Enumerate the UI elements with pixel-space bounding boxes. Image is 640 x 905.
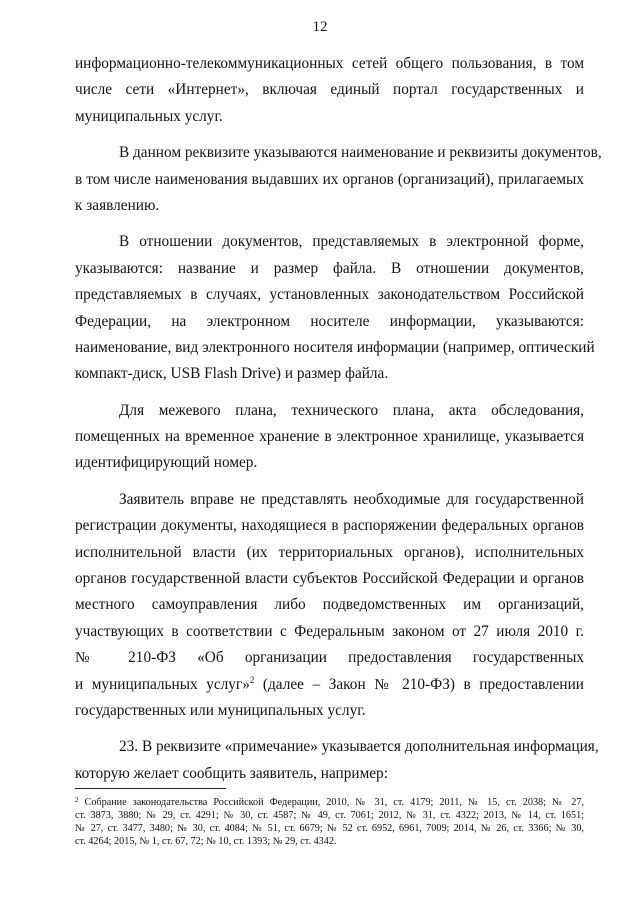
text-line bbox=[75, 734, 599, 760]
footnote-line bbox=[75, 797, 584, 810]
text-line bbox=[75, 450, 584, 476]
text-line-content: в том числе наименования выдавших их органов (организаций), прилагаемых bbox=[75, 170, 584, 188]
footnote-text: Собрание законодательства Российской Федерации, 2010, № 31, ст. 4179; 2011, № 15, ст. 2038; № 27, bbox=[78, 797, 584, 808]
text-line bbox=[75, 229, 584, 255]
text-line-content: муниципальных услуг. bbox=[75, 107, 223, 125]
text-line bbox=[75, 672, 584, 698]
text-line bbox=[75, 698, 584, 724]
paragraph-gap bbox=[75, 724, 584, 734]
text-line-content: № 210-ФЗ «Об организации предоставления государственных bbox=[75, 649, 584, 667]
footnote-text: ст. 4264; 2015, № 1, ст. 67, 72; № 10, ст. 1393; № 29, ст. 4342. bbox=[75, 835, 337, 847]
text-line bbox=[75, 77, 584, 103]
text-line-content: государственных или муниципальных услуг. bbox=[75, 701, 366, 719]
footnote-line bbox=[75, 836, 584, 849]
text-line bbox=[75, 645, 584, 671]
text-line-content: информационно-телекоммуникационных сетей общего пользования, в том bbox=[75, 55, 584, 72]
text-line-content: участвующих в соответствии с Федеральным законом от 27 июля 2010 г. bbox=[75, 622, 584, 640]
text-line-content: идентифицирующий номер. bbox=[75, 454, 258, 472]
text-line bbox=[75, 513, 584, 539]
paragraph bbox=[75, 229, 595, 387]
paragraph bbox=[75, 734, 599, 787]
text-line-content: Федерации, на электронном носителе информации, указываются: bbox=[75, 312, 584, 330]
page-number: 12 bbox=[312, 19, 328, 35]
paragraph bbox=[75, 140, 602, 219]
text-line bbox=[75, 361, 584, 387]
text-line-content: помещенных на временное хранение в электронное хранилище, указывается bbox=[75, 428, 584, 446]
text-line bbox=[75, 282, 584, 308]
paragraph bbox=[75, 398, 584, 477]
text-line-content: В отношении документов, представляемых в электронной форме, bbox=[119, 233, 584, 251]
text-line bbox=[75, 309, 584, 335]
paragraph-gap bbox=[75, 388, 584, 398]
paragraph bbox=[75, 487, 584, 725]
text-line bbox=[75, 540, 584, 566]
paragraph-gap bbox=[75, 477, 584, 487]
text-line-content: местного самоуправления либо подведомственных им организаций, bbox=[75, 596, 584, 614]
text-line-content: указываются: название и размер файла. В отношении документов, bbox=[75, 259, 584, 277]
text-line-content: наименование, вид электронного носителя информации (например, оптический bbox=[75, 338, 595, 356]
footnote-mark: 2 bbox=[75, 796, 79, 804]
footnote-text: № 27, ст. 3477, 3480; № 30, ст. 4084; № 51, ст. 6679; № 52 ст. 6952, 6961, 7009; 2014, № 26, ст. 3366; № 30, bbox=[75, 822, 584, 834]
text-line-content: числе сети «Интернет», включая единый портал государственных и bbox=[75, 81, 584, 99]
paragraph-gap bbox=[75, 219, 584, 229]
text-line bbox=[75, 51, 584, 77]
text-line bbox=[75, 193, 584, 219]
text-line-content: регистрации документы, находящиеся в распоряжении федеральных органов bbox=[75, 517, 584, 535]
text-line-content: исполнительной власти (их территориальных органов), исполнительных bbox=[75, 543, 584, 561]
footnote-divider bbox=[75, 788, 226, 789]
paragraph bbox=[75, 51, 584, 130]
document-body bbox=[75, 51, 602, 787]
text-line bbox=[75, 566, 584, 592]
text-line bbox=[75, 104, 584, 130]
text-line bbox=[75, 398, 584, 424]
text-line-content: В данном реквизите указываются наименование и реквизиты документов, bbox=[119, 144, 602, 162]
text-line bbox=[75, 335, 595, 361]
text-line bbox=[75, 592, 584, 618]
text-line-continuation: (далее – Закон № 210-ФЗ) в предоставлении bbox=[254, 675, 584, 693]
footnote-text: ст. 3873, 3880; № 29, ст. 4291; № 30, ст. 4587; № 49, ст. 7061; 2012, № 31, ст. 4322; 2013, № 14, ст. 1651; bbox=[75, 809, 584, 821]
text-line-content: органов государственной власти субъектов Российской Федерации и органов bbox=[75, 570, 584, 588]
text-line bbox=[75, 619, 584, 645]
text-line bbox=[75, 761, 584, 787]
text-line-content: компакт-диск, USB Flash Drive) и размер файла. bbox=[75, 365, 389, 383]
footnote-line bbox=[75, 810, 584, 823]
text-line-content: к заявлению. bbox=[75, 196, 160, 214]
text-line-content: представляемых в случаях, установленных законодательством Российской bbox=[75, 286, 584, 304]
text-line-content: Для межевого плана, технического плана, акта обследования, bbox=[119, 401, 584, 419]
footnote bbox=[75, 797, 584, 849]
text-line-content: Заявитель вправе не представлять необходимые для государственной bbox=[119, 490, 584, 508]
text-line bbox=[75, 487, 584, 513]
text-line-content: и муниципальных услуг» bbox=[75, 675, 250, 693]
text-line bbox=[75, 424, 584, 450]
text-line-content: 23. В реквизите «примечание» указывается дополнительная информация, bbox=[119, 738, 599, 756]
text-line bbox=[75, 256, 584, 282]
footnote-reference[interactable]: 2 bbox=[249, 674, 255, 685]
text-line-content: которую желает сообщить заявитель, например: bbox=[75, 764, 388, 782]
text-line bbox=[75, 167, 584, 193]
text-line bbox=[75, 140, 602, 166]
footnote-line bbox=[75, 823, 584, 836]
paragraph-gap bbox=[75, 130, 584, 140]
